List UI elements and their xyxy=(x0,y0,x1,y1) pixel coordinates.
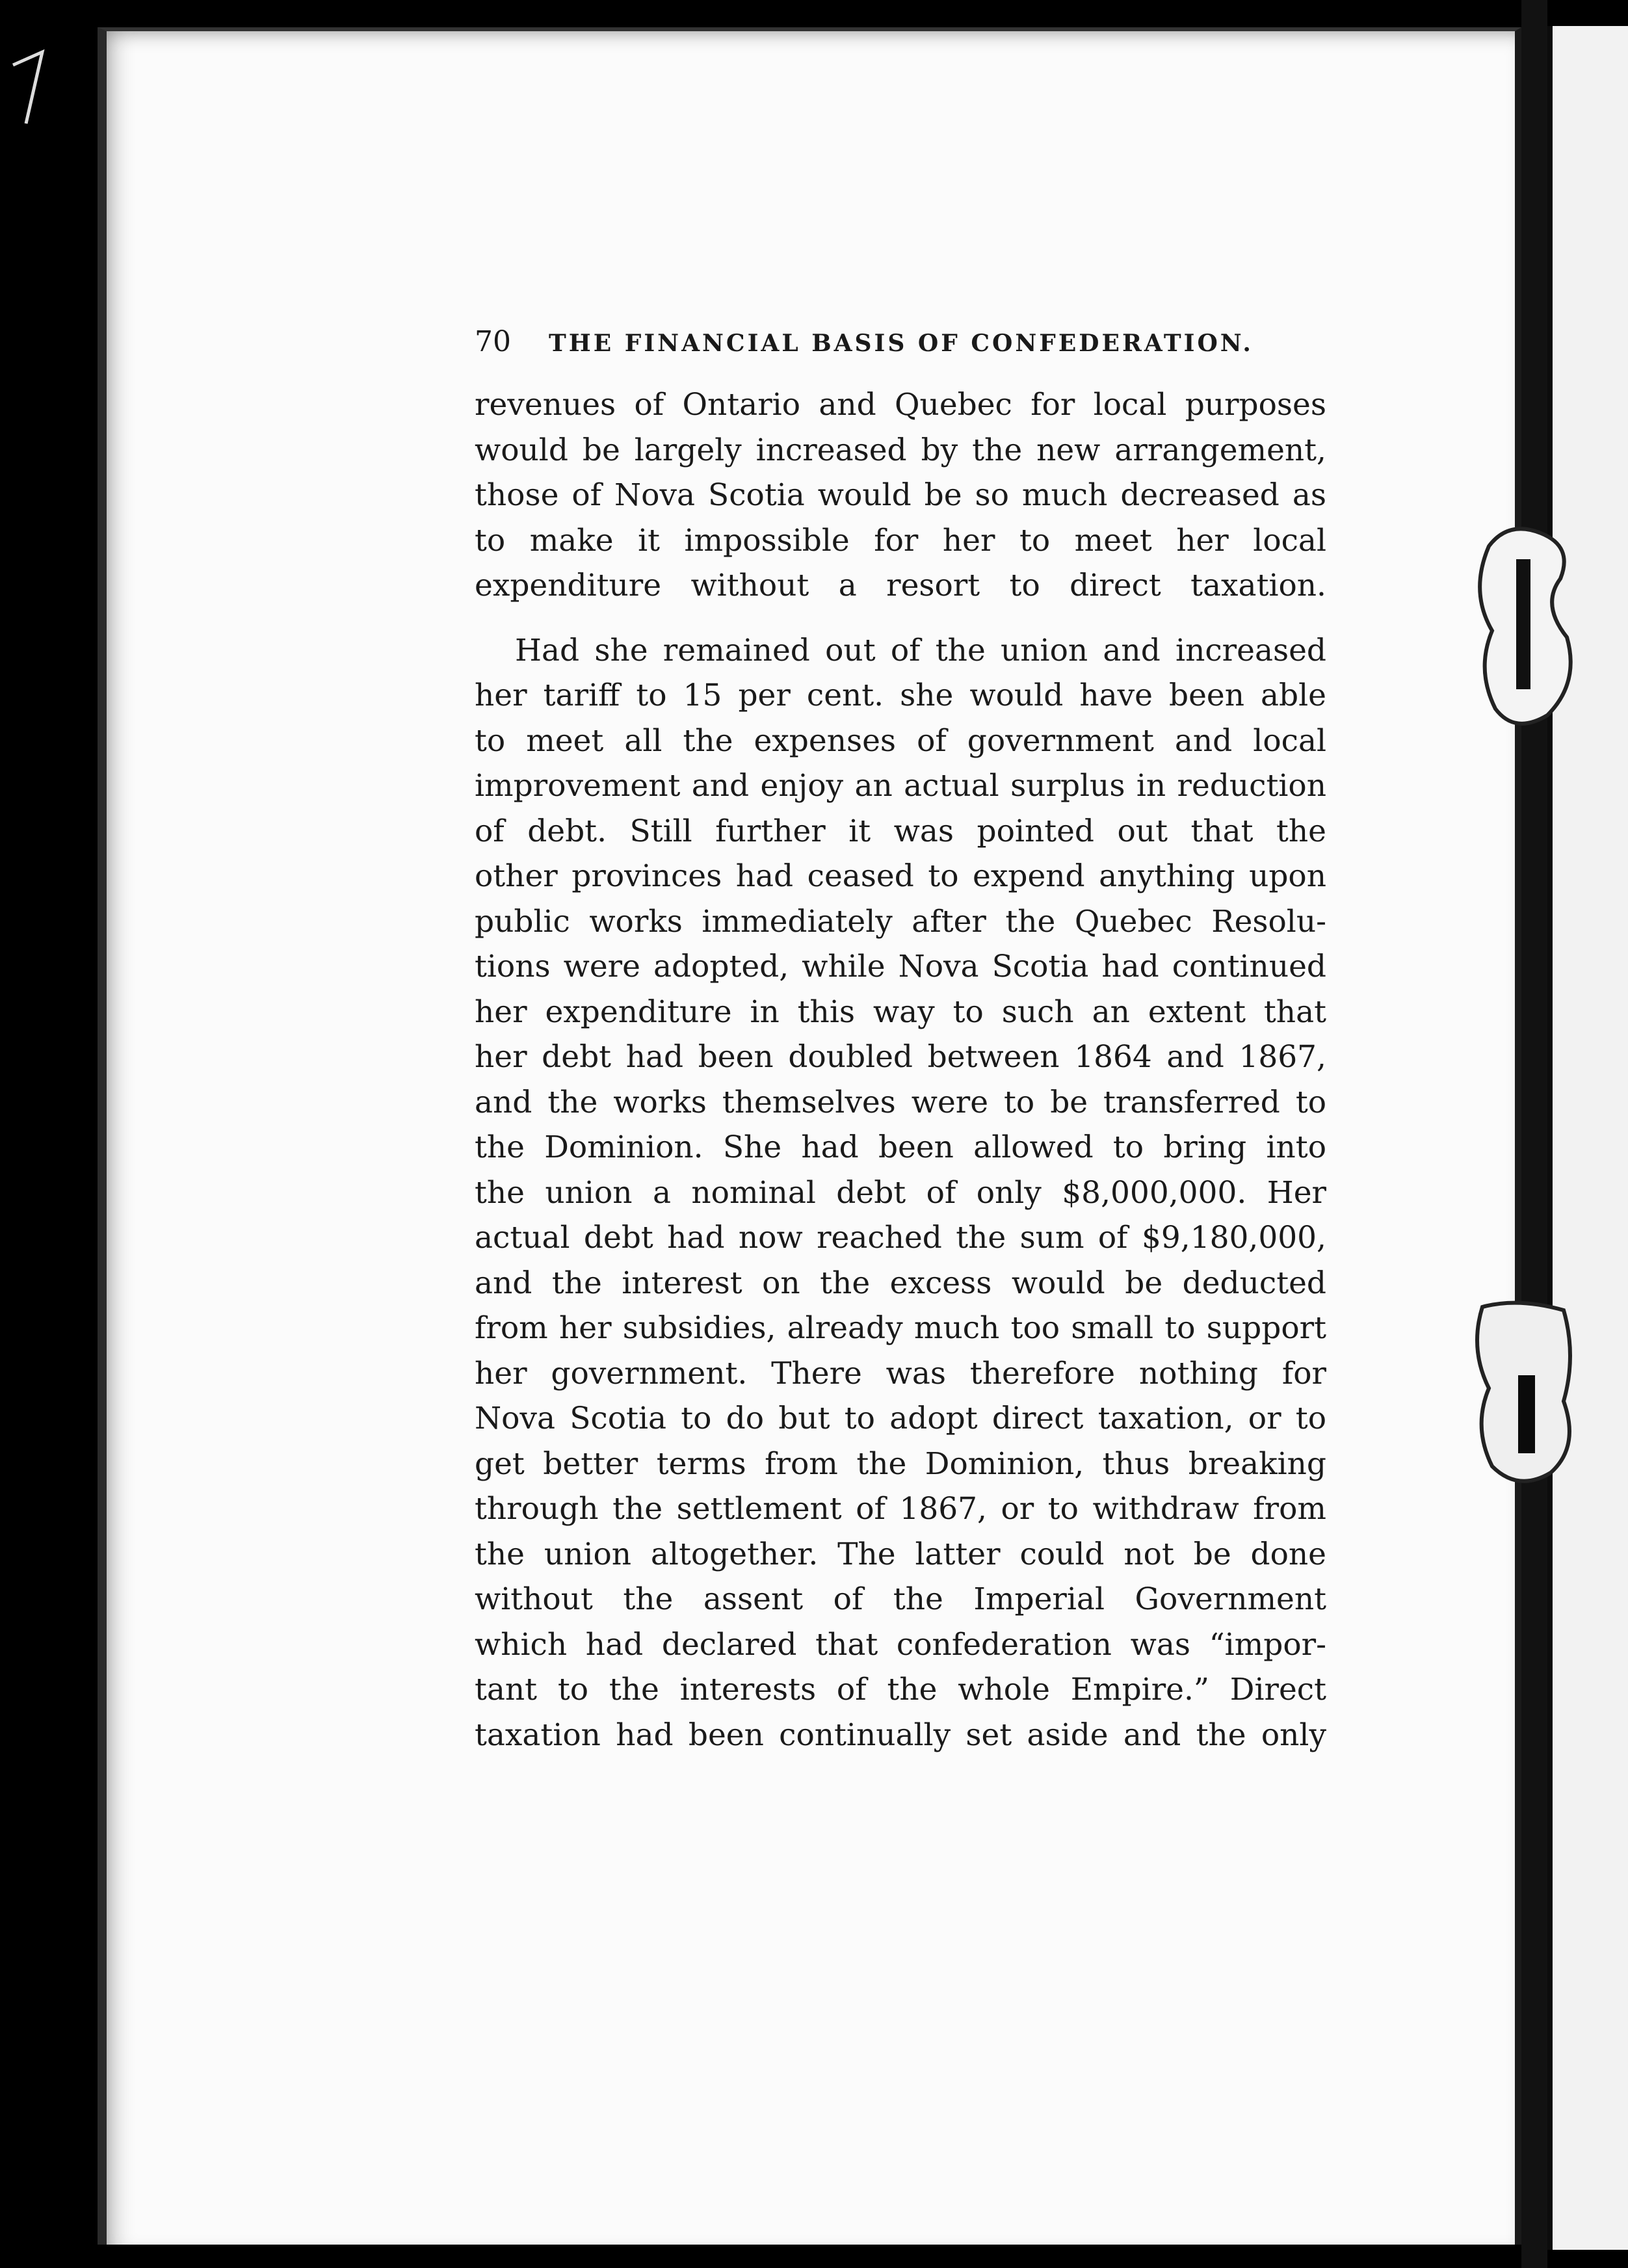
text-line: which had declared that confederation was “impor- xyxy=(475,1626,1326,1663)
text-line: Had she remained out of the union and increased xyxy=(515,632,1326,668)
paragraph-2 xyxy=(475,628,1326,1758)
margin-pencil-mark xyxy=(7,46,52,130)
text-line: her government. There was therefore nothing for xyxy=(475,1355,1326,1391)
text-line: tions were adopted, while Nova Scotia had continued xyxy=(475,949,1326,984)
text-line: her debt had been doubled between 1864 and 1867, xyxy=(475,1039,1326,1075)
binding-tear-upper xyxy=(1469,520,1580,735)
text-line: from her subsidies, already much too small to support xyxy=(475,1310,1326,1346)
text-line: her expenditure in this way to such an extent that xyxy=(475,994,1326,1030)
text-line: to make it impossible for her to meet her local xyxy=(475,522,1326,559)
paragraph-gap xyxy=(475,609,1326,628)
text-line: revenues of Ontario and Quebec for local purposes xyxy=(475,387,1326,423)
paragraph-1 xyxy=(475,382,1326,609)
running-head xyxy=(475,325,1326,371)
text-line: taxation had been continually set aside and the only xyxy=(475,1717,1326,1753)
text-line: get better terms from the Dominion, thus breaking xyxy=(475,1445,1326,1482)
text-line: the union altogether. The latter could not be done xyxy=(475,1536,1326,1572)
text-line: expenditure without a resort to direct taxation. xyxy=(475,568,1326,603)
text-line: improvement and enjoy an actual surplus in reduction xyxy=(475,768,1326,804)
text-line: of debt. Still further it was pointed out that the xyxy=(475,813,1326,849)
text-line: actual debt had now reached the sum of $9,180,000, xyxy=(475,1220,1326,1256)
text-line: through the settlement of 1867, or to withdraw from xyxy=(475,1491,1326,1527)
binding-tear-lower xyxy=(1466,1297,1580,1492)
text-line: and the works themselves were to be transferred to xyxy=(475,1084,1326,1120)
text-line: without the assent of the Imperial Government xyxy=(475,1581,1326,1617)
text-line: the union a nominal debt of only $8,000,000. Her xyxy=(475,1174,1326,1211)
text-line: Nova Scotia to do but to adopt direct taxation, or to xyxy=(475,1401,1326,1436)
running-title: THE FINANCIAL BASIS OF CONFEDERATION. xyxy=(549,330,1254,357)
text-line: to meet all the expenses of government and local xyxy=(475,722,1326,759)
text-line: tant to the interests of the whole Empire.” Direct xyxy=(475,1672,1326,1708)
text-line: and the interest on the excess would be deducted xyxy=(475,1265,1326,1301)
book-spine xyxy=(1521,0,1547,2268)
page-number: 70 xyxy=(475,325,511,358)
page-text xyxy=(475,325,1326,1758)
text-line: her tariff to 15 per cent. she would have been able xyxy=(475,678,1326,713)
text-line: the Dominion. She had been allowed to bring into xyxy=(475,1129,1326,1165)
text-line: public works immediately after the Quebec Resolu- xyxy=(475,903,1326,940)
text-line: those of Nova Scotia would be so much decreased as xyxy=(475,477,1326,513)
next-page-edge xyxy=(1547,26,1628,2250)
text-line: would be largely increased by the new arrangement, xyxy=(475,432,1326,468)
text-line: other provinces had ceased to expend anything upon xyxy=(475,858,1326,894)
